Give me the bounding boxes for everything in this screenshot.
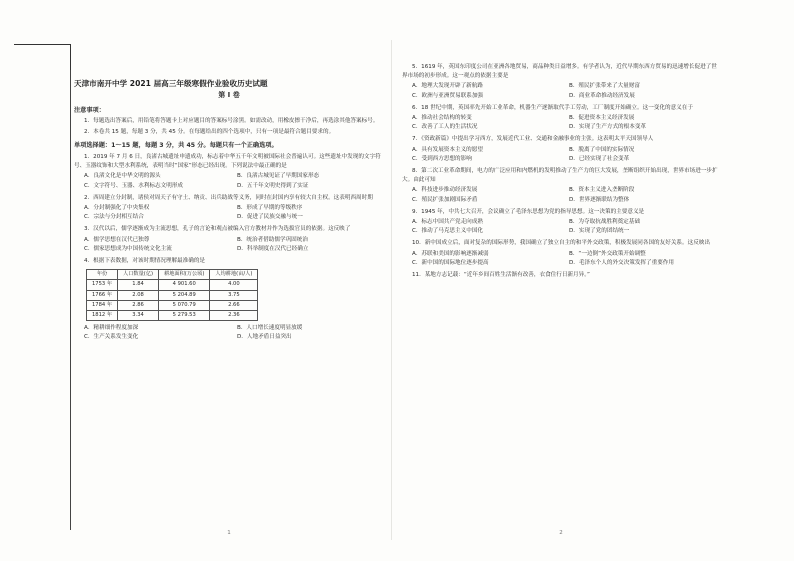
answer-option: C．文字符号、玉器、水利标志文明形成: [84, 182, 184, 189]
question-stem: 5．1619 年，英国东印度公司在亚洲各地贸易，商品种类日益增多。有学者认为，近代早期东西方贸易的迅速增长促进了世界市场的初步形成。这一观点的依据主要是: [402, 64, 717, 80]
exam-part: 第 I 卷: [218, 91, 240, 99]
question: [74, 225, 384, 254]
question: [402, 208, 720, 237]
answer-option: A．标志中国共产党走向成熟: [412, 219, 483, 226]
option-list: [74, 236, 384, 254]
answer-option: C．受到西方思想的影响: [412, 155, 472, 162]
option-list: [402, 250, 720, 268]
answer-option: B．为夺取抗战胜利奠定基础: [569, 219, 640, 226]
answer-option: D．世界逐渐联结为整体: [569, 196, 630, 203]
answer-option: C．生产关系发生变化: [84, 334, 139, 341]
question-stem: 10．新中国成立后，面对复杂的国际形势，我国确立了独立自主的和平外交政策，积极发展同各国的友好关系。这反映出: [412, 240, 710, 247]
page-number-left: 1: [227, 529, 231, 536]
table-cell: 5 204.89: [159, 290, 210, 300]
answer-option: A．推动社会结构的转变: [412, 115, 472, 122]
answer-option: D．实现了生产方式的根本变革: [569, 124, 647, 131]
page-fold: [391, 40, 392, 540]
answer-option: B．“一边倒”外交政策开始调整: [569, 250, 646, 257]
right-page: [402, 60, 720, 540]
answer-option: C．宗法与分封相互结合: [84, 214, 144, 221]
answer-option: D．促进了民族交融与统一: [237, 214, 303, 221]
exam-title: 天津市南开中学 2021 届高三年级寒假作业验收历史试题: [74, 79, 268, 88]
question-stem: 9．1945 年，中共七大召开，会议确立了毛泽东思想为党的指导思想。这一决策的主要意义是: [412, 208, 645, 215]
question: [74, 194, 384, 223]
data-table: [86, 269, 258, 321]
answer-option: C．推动了马克思主义中国化: [412, 228, 484, 235]
question: [402, 135, 720, 164]
notice-2: 2．本卷共 15 题，每题 3 分，共 45 分。在每题给出的四个选项中，只有一项是最符合题目要求的。: [84, 128, 335, 135]
option-list: [74, 324, 384, 342]
notice-1: 1．每题选出答案后，用铅笔将答题卡上对应题目的答案标号涂黑。如需改动，用橡皮擦干净后，再选涂其他答案标号。: [84, 118, 379, 125]
answer-option: D．商业革命推动经济发展: [569, 92, 635, 99]
table-header: 人均耕地(亩/人): [210, 270, 258, 280]
table-header: 耕地面积(万公顷): [159, 270, 210, 280]
question: [402, 104, 720, 133]
table-row: [87, 311, 258, 321]
answer-option: B．促进资本主义经济发展: [569, 115, 635, 122]
table-row: [87, 300, 258, 310]
table-cell: 2.66: [210, 300, 258, 310]
right-question-list: [402, 63, 720, 280]
binding-line: [70, 70, 71, 530]
option-list: [402, 186, 720, 204]
question: [402, 167, 720, 205]
option-list: [402, 218, 720, 236]
question: [402, 63, 720, 101]
table-cell: 2.08: [118, 290, 159, 300]
left-question-list: [74, 153, 384, 343]
table-row: [87, 280, 258, 290]
section-heading: 单项选择题：1～15 题，每题 3 分，共 45 分。每题只有一个正确选项。: [74, 141, 278, 149]
question: [74, 257, 384, 343]
question-stem: 4．根据下表数据，对该时期情况理解最准确的是: [84, 258, 206, 265]
question: [74, 153, 384, 191]
question-stem: 3．汉代以后，儒学逐渐成为主流思想，孔子的言论和观点被编入官方教材并作为选拔官员的依据。这反映了: [84, 226, 351, 233]
table-cell: 1784 年: [87, 300, 118, 310]
answer-option: A．良渚文化是中华文明的源头: [84, 173, 161, 180]
question-stem: 8．第二次工业革命期间，电力的广泛应用和内燃机的发明推动了生产力的巨大发展，垄断组织开始出现，世界市场进一步扩大。由此可知: [402, 168, 718, 184]
table-cell: 3.75: [210, 290, 258, 300]
answer-option: D．毛泽东个人的外交决策发挥了重要作用: [569, 259, 674, 266]
answer-option: D．已经实现了社会变革: [569, 155, 630, 162]
answer-option: A．儒学思想在汉代已独尊: [84, 236, 150, 243]
answer-option: C．殖民扩张加剧国际矛盾: [412, 196, 478, 203]
answer-option: A．科技进步推动经济发展: [412, 187, 478, 194]
table-cell: 1.84: [118, 280, 159, 290]
question-stem: 11．某地方志记载：“近年乡间百姓生活渐有改善，衣食住行日新月异。”: [412, 272, 590, 279]
answer-option: B．统治者借助儒学巩固统治: [237, 236, 308, 243]
question-stem: 6．18 世纪中期，英国率先开始工业革命，机器生产逐渐取代手工劳动，工厂制度开始确立。这一变化的意义在于: [412, 104, 693, 111]
table-cell: 1812 年: [87, 311, 118, 321]
table-cell: 1766 年: [87, 290, 118, 300]
answer-option: B．良渚古城见证了早期国家形态: [237, 173, 320, 180]
answer-option: D．人地矛盾日益突出: [237, 334, 292, 341]
option-list: [402, 82, 720, 100]
answer-option: C．欧洲与亚洲贸易联系加强: [412, 92, 484, 99]
question-stem: 7．《资政新篇》中提出学习西方，发展近代工业、交通和金融事业的主张。这表明太平天国领导人: [412, 136, 654, 143]
question-stem: 1．2019 年 7 月 6 日，良渚古城遗址申遗成功，标志着中华五千年文明被国际社会普遍认可。这些遗址中发现的文字符号、玉器纹饰和大型水利系统，表明当时“国家”形态已经出现。下列说法中最正确的是: [74, 154, 381, 170]
option-list: [74, 204, 384, 222]
answer-option: B．形成了早期的等级秩序: [237, 205, 303, 212]
page-number-right: 2: [559, 529, 563, 536]
table-row: [87, 290, 258, 300]
answer-option: B．资本主义进入垄断阶段: [569, 187, 635, 194]
answer-option: B．人口增长速度明显放缓: [237, 325, 303, 332]
option-list: [402, 114, 720, 132]
question: [402, 271, 720, 280]
table-header: 年份: [87, 270, 118, 280]
answer-option: D．科举制度在汉代已经确立: [237, 245, 309, 252]
answer-option: A．苏联和美国的影响逐渐减弱: [412, 250, 489, 257]
table-cell: 5 070.79: [159, 300, 210, 310]
table-header: 人口数量(亿): [118, 270, 159, 280]
answer-option: C．改善了工人的生活状况: [412, 124, 478, 131]
answer-option: B．脱离了中国的实际情况: [569, 146, 635, 153]
table-cell: 2.86: [118, 300, 159, 310]
answer-option: B．殖民扩张带来了大量财富: [569, 83, 640, 90]
answer-option: A．精耕细作程度加深: [84, 325, 139, 332]
answer-option: D．五千年文明史得到了实证: [237, 182, 309, 189]
left-page: [74, 60, 384, 540]
table-cell: 1753 年: [87, 280, 118, 290]
table-cell: 4.00: [210, 280, 258, 290]
binding-corner-mark: [14, 44, 71, 71]
answer-option: C．新中国的国际地位逐步提高: [412, 259, 489, 266]
answer-option: C．儒家思想成为中国传统文化主流: [84, 245, 172, 252]
notice-heading: 注意事项：: [74, 107, 105, 115]
answer-option: A．地理大发现开辟了新航路: [412, 83, 483, 90]
table-cell: 4 901.60: [159, 280, 210, 290]
table-cell: 3.34: [118, 311, 159, 321]
table-cell: 5 279.53: [159, 311, 210, 321]
answer-option: D．实现了党的团结统一: [569, 228, 630, 235]
question-stem: 2．西周建立分封制，诸侯对周天子有守土、纳贡、出兵助战等义务，同时在封国内享有较大自主权。这表明西周时期: [84, 194, 373, 201]
answer-option: A．具有发展资本主义的愿望: [412, 146, 483, 153]
question: [402, 239, 720, 268]
option-list: [402, 146, 720, 164]
option-list: [74, 172, 384, 190]
table-cell: 2.36: [210, 311, 258, 321]
answer-option: A．分封制强化了中央集权: [84, 205, 150, 212]
